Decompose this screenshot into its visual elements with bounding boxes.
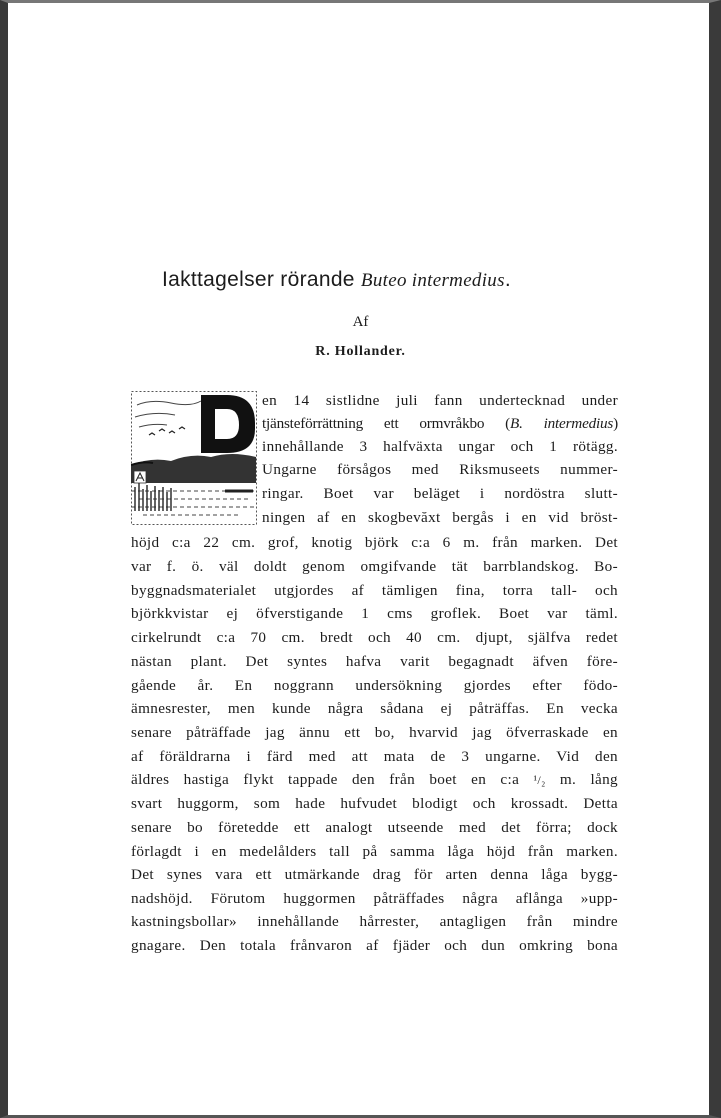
dropcap-illustration xyxy=(131,391,257,525)
title-main: Iakttagelser rörande xyxy=(162,268,355,291)
author-name: R. Hollander. xyxy=(315,344,406,359)
body-line-6: ningen af en skogbevăxt bergås i en vid bröst- xyxy=(262,509,618,526)
body-line-8: var f. ö. väl doldt genom omgifvande tät barrblandskog. Bo- xyxy=(131,558,618,575)
body-line-4: Ungarne försågos med Riksmuseets nummer- xyxy=(262,461,618,478)
body-line-21: Det synes vara ett utmärkande drag för arten denna låga bygg- xyxy=(131,866,618,883)
body-line-17: äldres hastiga flykt tappade den från boet en c:a ¹/₂ m. lång xyxy=(131,771,618,788)
body-line-7: höjd c:a 22 cm. grof, knotig björk c:a 6 m. från marken. Det xyxy=(131,534,618,551)
body-line-10: björkkvistar ej öfverstigande 1 cms groflek. Boet var täml. xyxy=(131,605,618,622)
title-end: . xyxy=(504,268,511,291)
title-species: Buteo intermedius xyxy=(360,270,505,291)
byline-af: Af xyxy=(352,314,369,330)
body-line-5: ringar. Boet var beläget i nordöstra slutt- xyxy=(262,485,618,502)
body-line-14: ämnesrester, men kunde några sådana ej påträffas. En vecka xyxy=(131,700,618,717)
body-line-9: byggnadsmaterialet utgjordes af tämligen fina, torra tall- och xyxy=(131,582,618,599)
body-line-12: nästan plant. Det syntes hafva varit begagnadt äfven före- xyxy=(131,653,618,670)
body-line-13: gående år. En noggrann undersökning gjordes efter födo- xyxy=(131,677,618,694)
body-line-20: förlagdt i en medelålders tall på samma låga höjd från marken. xyxy=(131,843,618,860)
body-line-11: cirkelrundt c:a 70 cm. bredt och 40 cm. djupt, själfva redet xyxy=(131,629,618,646)
article-title xyxy=(162,268,622,292)
body-line-18: svart huggorm, som hade hufvudet blodigt och krossadt. Detta xyxy=(131,795,618,812)
body-line-23: kastningsbollar» innehållande hårrester, antagligen från mindre xyxy=(131,913,618,930)
body-line-19: senare bo företedde ett analogt utseende med det förra; dock xyxy=(131,819,618,836)
body-line-22: nadshöjd. Förutom huggormen påträffades några aflånga »upp- xyxy=(131,890,618,907)
body-line-15: senare påträffade jag ännu ett bo, hvarvid jag öfverraskade en xyxy=(131,724,618,741)
body-line-2: tjänsteförrättning ett ormvråkbo (B. intermedius) xyxy=(262,415,618,432)
body-line-3: innehållande 3 halfväxta ungar och 1 rötägg. xyxy=(262,438,618,455)
body-line-1: en 14 sistlidne juli fann undertecknad under xyxy=(262,392,618,409)
body-line-24: gnagare. Den totala frånvaron af fjäder och dun omkring bona xyxy=(131,937,618,954)
body-line-16: af föräldrarna i färd med att mata de 3 ungarne. Vid den xyxy=(131,748,618,765)
